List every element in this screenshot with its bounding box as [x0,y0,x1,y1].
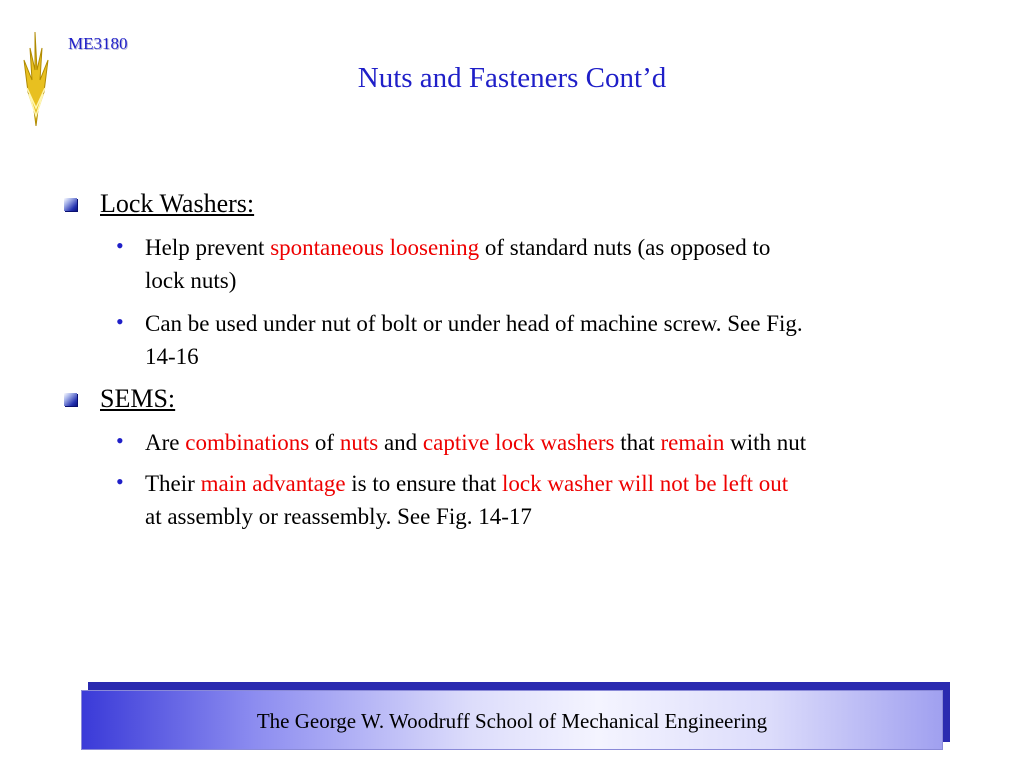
text-segment: with nut [724,430,807,455]
section-heading-sems: SEMS: [100,384,176,413]
emphasis-text: spontaneous loosening [270,235,480,260]
emphasis-text: main advantage [200,471,346,496]
text-segment: lock nuts) [145,268,237,293]
course-code: ME3180 [68,34,128,53]
text-segment: at assembly or reassembly. See Fig. 14-17 [145,504,532,529]
footer-text: The George W. Woodruff School of Mechanical Engineering [256,709,768,733]
bullet-text [145,467,975,533]
text-segment: Their [145,471,201,496]
square-bullet-icon [64,393,77,406]
emphasis-text: combinations [185,430,310,455]
emphasis-text: captive lock washers [422,430,615,455]
text-segment: of standard nuts (as opposed to [479,235,771,260]
dot-bullet-icon: • [116,309,124,334]
text-segment: that [614,430,661,455]
page-title: Nuts and Fasteners Cont’d [357,62,667,94]
square-bullet-icon [64,198,77,211]
text-segment: of [309,430,340,455]
bullet-text [145,426,975,459]
text-segment: Help prevent [145,235,271,260]
footer-banner [81,690,943,750]
text-segment: and [378,430,423,455]
dot-bullet-icon: • [116,469,124,494]
text-segment: 14-16 [145,344,199,369]
section-heading-lock-washers: Lock Washers: [100,189,255,218]
bullet-text [145,307,975,373]
emphasis-text: nuts [339,430,379,455]
dot-bullet-icon: • [116,233,124,258]
emphasis-text: lock washer will not be left out [502,471,789,496]
text-segment: Can be used under nut of bolt or under head of machine screw. See Fig. [145,311,803,336]
text-segment: is to ensure that [345,471,503,496]
text-segment: Are [145,430,186,455]
bullet-text [145,231,975,297]
dot-bullet-icon: • [116,428,124,453]
emphasis-text: remain [660,430,725,455]
